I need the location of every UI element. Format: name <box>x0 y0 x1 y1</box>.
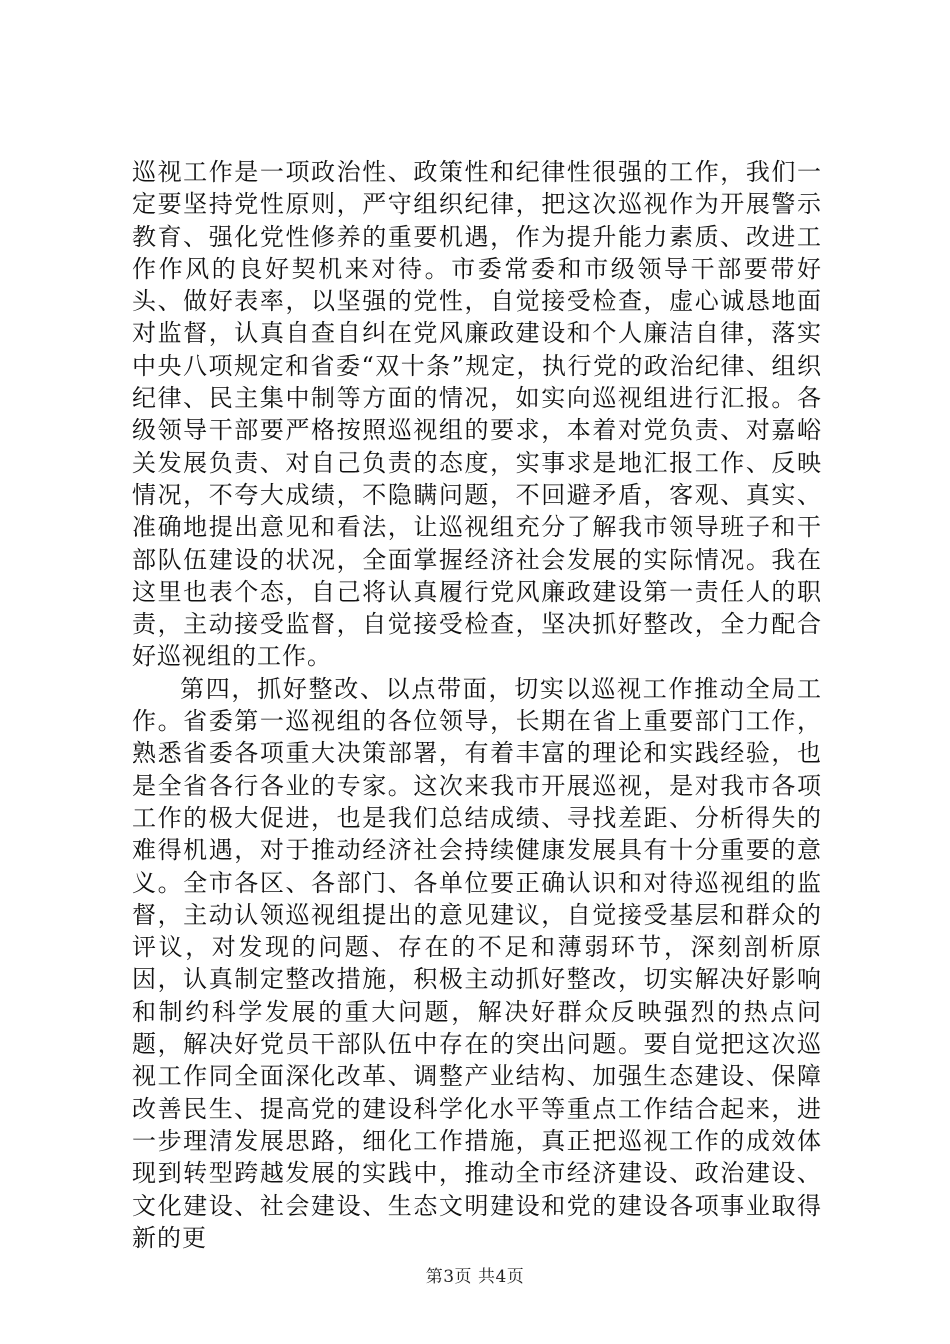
document-body <box>132 156 822 1254</box>
page-number-footer: 第3页 共4页 <box>425 1267 525 1287</box>
paragraph-fourth-point: 第四，抓好整改、以点带面，切实以巡视工作推动全局工作。省委第一巡视组的各位领导，长期在省上重要部门工作，熟悉省委各项重大决策部署，有着丰富的理论和实践经验，也是全省各行各业的专家。这次来我市开展巡视，是对我市各项工作的极大促进，也是我们总结成绩、寻找差距、分析得失的难得机遇，对于推动经济社会持续健康发展具有十分重要的意义。全市各区、各部门、各单位要正确认识和对待巡视组的监督，主动认领巡视组提出的意见建议，自觉接受基层和群众的评议，对发现的问题、存在的不足和薄弱环节，深刻剖析原因，认真制定整改措施，积极主动抓好整改，切实解决好影响和制约科学发展的重大问题，解决好群众反映强烈的热点问题，解决好党员干部队伍中存在的突出问题。要自觉把这次巡视工作同全面深化改革、调整产业结构、加强生态建设、保障改善民生、提高党的建设科学化水平等重点工作结合起来，进一步理清发展思路，细化工作措施，真正把巡视工作的成效体现到转型跨越发展的实践中，推动全市经济建设、政治建设、文化建设、社会建设、生态文明建设和党的建设各项事业取得新的更 <box>132 674 822 1252</box>
paragraph-continued: 巡视工作是一项政治性、政策性和纪律性很强的工作，我们一定要坚持党性原则，严守组织纪律，把这次巡视作为开展警示教育、强化党性修养的重要机遇，作为提升能力素质、改进工作作风的良好契机来对待。市委常委和市级领导干部要带好头、做好表率，以坚强的党性，自觉接受检查，虚心诚恳地面对监督，认真自查自纠在党风廉政建设和个人廉洁自律，落实中央八项规定和省委“双十条”规定，执行党的政治纪律、组织纪律、民主集中制等方面的情况，如实向巡视组进行汇报。各级领导干部要严格按照巡视组的要求，本着对党负责、对嘉峪关发展负责、对自己负责的态度，实事求是地汇报工作、反映情况，不夸大成绩，不隐瞒问题，不回避矛盾，客观、真实、准确地提出意见和看法，让巡视组充分了解我市领导班子和干部队伍建设的状况，全面掌握经济社会发展的实际情况。我在这里也表个态，自己将认真履行党风廉政建设第一责任人的职责，主动接受监督，自觉接受检查，坚决抓好整改，全力配合好巡视组的工作。 <box>132 158 822 671</box>
